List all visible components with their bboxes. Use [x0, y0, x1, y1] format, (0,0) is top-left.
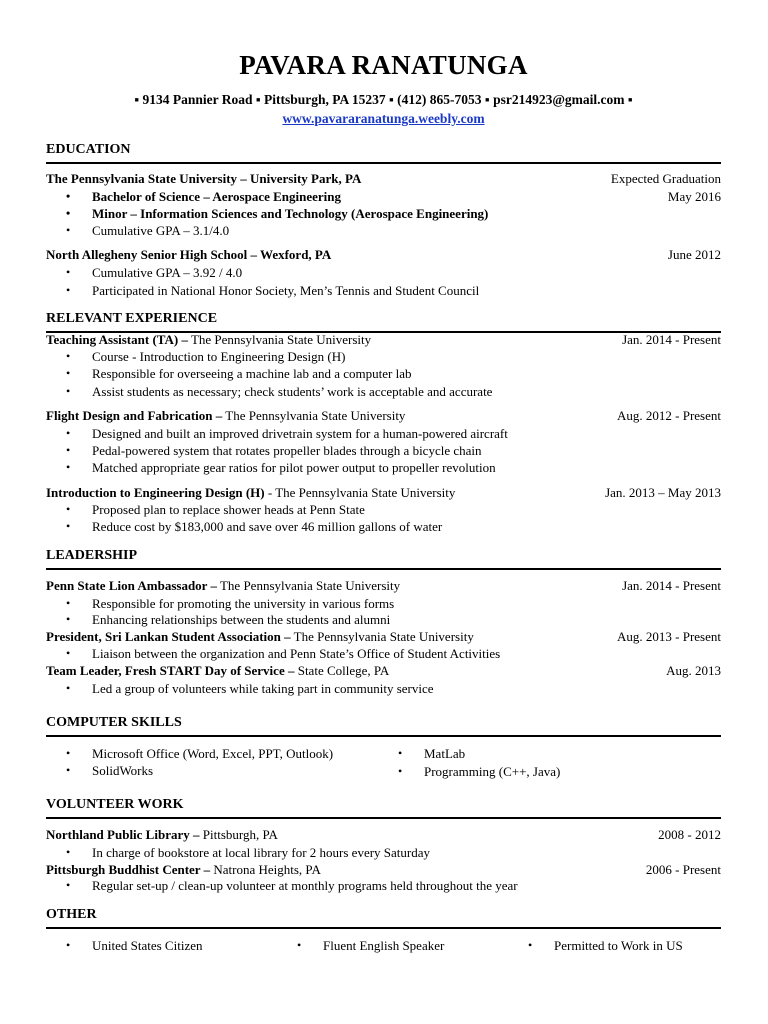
entry-title: Northland Public Library – Pittsburgh, PA — [46, 827, 278, 842]
bullet-icon: • — [66, 746, 71, 760]
entry-date: Aug. 2012 - Present — [617, 408, 721, 423]
leadership-slsa-row — [46, 628, 721, 645]
bullet-icon: • — [66, 206, 71, 220]
entry-date: Jan. 2014 - Present — [622, 578, 721, 593]
bullet-icon: • — [66, 845, 71, 859]
bullet-icon: • — [66, 189, 71, 203]
education-heading: EDUCATION — [46, 142, 721, 164]
skills-heading: COMPUTER SKILLS — [46, 715, 721, 737]
candidate-name: PAVARA RANATUNGA — [239, 50, 528, 80]
bullet-icon: • — [66, 283, 71, 297]
entry-title: Penn State Lion Ambassador – The Pennsylvania State University — [46, 578, 401, 593]
bullet-icon: • — [66, 223, 71, 237]
entry-title: North Allegheny Senior High School – Wexford, PA — [46, 247, 332, 262]
entry-date: 2008 - 2012 — [658, 827, 721, 842]
bullet-icon: • — [66, 443, 71, 457]
entry-date: 2006 - Present — [645, 862, 721, 877]
entry-title: Introduction to Engineering Design (H) - The Pennsylvania State University — [46, 485, 456, 500]
contact-line: ▪ 9134 Pannier Road ▪ Pittsburgh, PA 15237 ▪ (412) 865-7053 ▪ psr214923@gmail.com ▪ — [134, 92, 633, 107]
entry-date: Expected Graduation — [610, 171, 721, 186]
entry-date: Jan. 2013 – May 2013 — [605, 485, 721, 500]
bullet-icon: • — [66, 426, 71, 440]
bullet-icon: • — [66, 646, 71, 660]
entry-title: Teaching Assistant (TA) – The Pennsylvania State University — [46, 332, 372, 347]
experience-flight-row — [46, 407, 721, 424]
leadership-heading: LEADERSHIP — [46, 548, 721, 570]
bullet-icon: • — [66, 384, 71, 398]
bullet-icon: • — [528, 938, 533, 952]
bullet-icon: • — [66, 349, 71, 363]
website-link[interactable]: www.pavararanatunga.weebly.com — [282, 111, 485, 126]
entry-title: Flight Design and Fabrication – The Pennsylvania State University — [46, 408, 406, 423]
bullet-icon: • — [66, 763, 71, 777]
volunteer-buddhist-row — [46, 861, 721, 878]
education-nahs-row — [46, 246, 721, 263]
volunteer-heading: VOLUNTEER WORK — [46, 797, 721, 819]
leadership-fresh-row — [46, 662, 721, 679]
entry-date: May 2016 — [667, 189, 721, 204]
volunteer-library-row — [46, 826, 721, 843]
bullet-icon: • — [66, 596, 71, 610]
bullet-icon: • — [66, 265, 71, 279]
bullet-icon: • — [66, 612, 71, 626]
entry-date: Aug. 2013 - Present — [617, 629, 721, 644]
entry-title: President, Sri Lankan Student Association – The Pennsylvania State University — [46, 629, 474, 644]
bullet-icon: • — [66, 878, 71, 892]
entry-date: Jan. 2014 - Present — [622, 332, 721, 347]
entry-title: Team Leader, Fresh START Day of Service – State College, PA — [46, 663, 390, 678]
entry-title: Pittsburgh Buddhist Center – Natrona Heights, PA — [46, 862, 321, 877]
bullet-icon: • — [398, 746, 403, 760]
entry-date: June 2012 — [667, 247, 721, 262]
bullet-icon: • — [297, 938, 302, 952]
other-heading: OTHER — [46, 907, 721, 929]
bullet-icon: • — [66, 938, 71, 952]
bullet-icon: • — [66, 366, 71, 380]
bullet-icon: • — [66, 460, 71, 474]
entry-title: The Pennsylvania State University – University Park, PA — [46, 171, 362, 186]
experience-intro-row — [46, 484, 721, 501]
entry-date: Aug. 2013 — [666, 663, 721, 678]
website-line — [46, 111, 721, 127]
experience-heading: RELEVANT EXPERIENCE — [46, 311, 721, 333]
leadership-lion-row — [46, 577, 721, 594]
experience-ta-row — [46, 331, 721, 348]
bullet-icon: • — [398, 764, 403, 778]
bullet-icon: • — [66, 681, 71, 695]
bullet-icon: • — [66, 502, 71, 516]
bullet-icon: • — [66, 519, 71, 533]
education-psu-row — [46, 170, 721, 187]
